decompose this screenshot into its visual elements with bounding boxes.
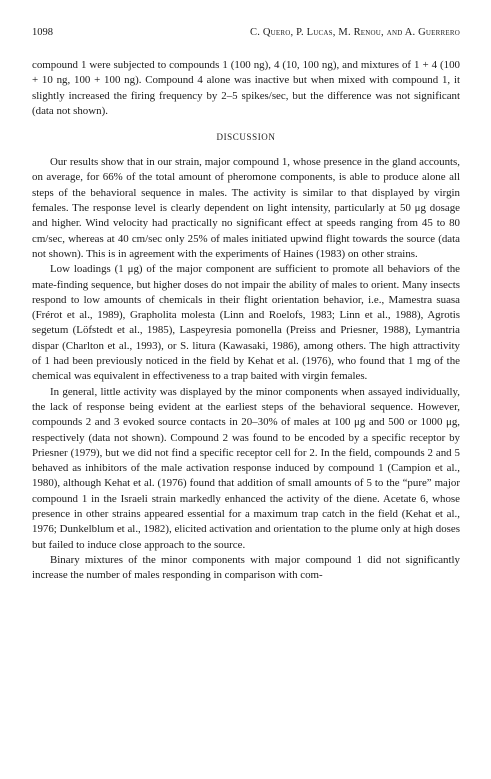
discussion-body xyxy=(32,155,460,583)
section-heading-discussion: DISCUSSION xyxy=(216,132,276,143)
discussion-paragraph-2: Low loadings (1 μg) of the major component are sufficient to promote all behaviors of the mate-finding sequence, but higher doses do not impair the ability of males to orient. Many insects respond to low amounts of chemicals in their flight orientation behavior, i.e., Mamestra suasa (Frérot et al., 1989), Grapholita molesta (Linn and Roelofs, 1983; Linn et al., 1988), Agrotis segetum (Löfstedt et al., 1985), Laspeyresia pomonella (Preiss and Priesner, 1988), Lymantria dispar (Charlton et al., 1993), or S. litura (Kawasaki, 1986), among others. The high attractivity of 1 had been previously noticed in the field by Kehat et al. (1976), who found that 1 mg of the chemical was equivalent in effectiveness to a trap baited with virgin females. xyxy=(32,263,460,383)
page-number: 1098 xyxy=(32,27,53,38)
journal-page xyxy=(32,26,460,584)
intro-paragraph: compound 1 were subjected to compounds 1 (100 ng), 4 (10, 100 ng), and mixtures of 1 + 4 (100 + 10 ng, 100 + 100 ng). Compound 4 alone was inactive but when mixed with compound 1, it slightly increased the firing frequency by 2–5 spikes/sec, but the difference was not significant (data not shown). xyxy=(32,59,460,117)
running-head xyxy=(32,26,460,40)
discussion-paragraph-4: Binary mixtures of the minor components with major compound 1 did not significantly increase the number of males responding in comparison with com- xyxy=(32,553,460,582)
running-head-authors: C. Quero, P. Lucas, M. Renou, and A. Guerrero xyxy=(250,27,460,38)
discussion-paragraph-3: In general, little activity was displayed by the minor components when assayed individually, the lack of response being evident at the earliest steps of the behavioral sequence. However, compounds 2 and 3 evoked source contacts in 20–30% of males at 100 μg and 500 or 1000 μg, respectively (data not shown). Compound 2 was found to be encoded by a specific receptor by Priesner (1979), but we did not find a specific receptor cell for 2. In the field, compounds 2 and 5 behaved as inhibitors of the male activation response induced by compound 1 (Campion et al., 1980), although Kehat et al. (1976) found that addition of small amounts of 5 to the “pure” major compound 1 in the Israeli strain markedly enhanced the activity of the diene. Acetate 6, whose presence in other strains appeared essential for a maximum trap catch in the field (Kehat et al., 1976; Dunkelblum et al., 1982), elicited activation and orientation to the plume only at high doses but failed to induce close approach to the source. xyxy=(32,385,460,551)
discussion-paragraph-1: Our results show that in our strain, major compound 1, whose presence in the gland accounts, on average, for 66% of the total amount of pheromone components, is able to produce alone all steps of the behavioral sequence in males. The activity is similar to that displayed by virgin females. The response level is clearly dependent on light intensity, particularly at 50 μg dosage and higher. Wind velocity had practically no significant effect at speeds ranging from 45 to 80 cm/sec, whereas at 40 cm/sec only 25% of males initiated upwind flight towards the source (data not shown). This is in agreement with the experiments of Haines (1983) on other strains. xyxy=(32,156,460,260)
